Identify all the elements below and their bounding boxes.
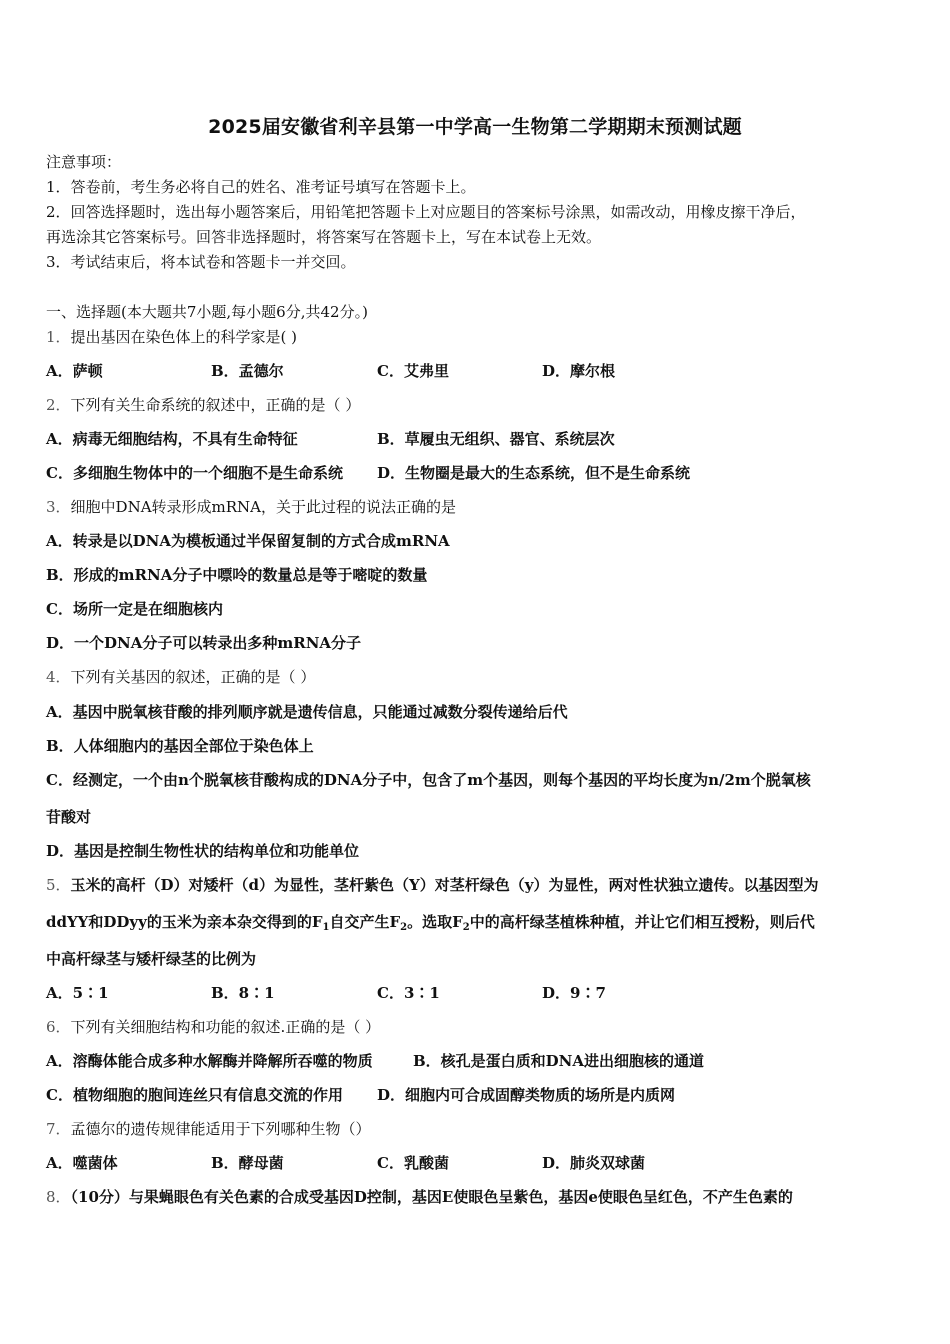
q2-option-b: B．草履虫无组织、器官、系统层次 bbox=[377, 430, 615, 448]
q2-option-a: A．病毒无细胞结构，不具有生命特征 bbox=[46, 430, 298, 448]
q3-option-d: D．一个DNA分子可以转录出多种mRNA分子 bbox=[46, 634, 362, 652]
question-stem: 下列有关生命系统的叙述中，正确的是（ ） bbox=[70, 396, 361, 414]
notice-item-3: 3．考试结束后，将本试卷和答题卡一并交回。 bbox=[46, 253, 356, 271]
q5-option-a: A．5∶1 bbox=[46, 984, 109, 1002]
q3-option-c: C．场所一定是在细胞核内 bbox=[46, 600, 223, 618]
q3-option-b: B．形成的mRNA分子中嘌呤的数量总是等于嘧啶的数量 bbox=[46, 566, 428, 584]
q4-option-d: D．基因是控制生物性状的结构单位和功能单位 bbox=[46, 842, 360, 860]
question-stem: 提出基因在染色体上的科学家是( ) bbox=[70, 328, 298, 346]
q4-option-a: A．基因中脱氧核苷酸的排列顺序就是遗传信息，只能通过减数分裂传递给后代 bbox=[46, 703, 568, 721]
q6-option-c: C．植物细胞的胞间连丝只有信息交流的作用 bbox=[46, 1086, 343, 1104]
question-number: 3． bbox=[46, 498, 71, 516]
q7-option-a: A．噬菌体 bbox=[46, 1154, 118, 1172]
notice-item-1: 1．答卷前，考生务必将自己的姓名、准考证号填写在答题卡上。 bbox=[46, 178, 476, 196]
question-4 bbox=[46, 667, 315, 687]
q4-option-c-line2: 苷酸对 bbox=[46, 808, 92, 826]
question-1 bbox=[46, 327, 297, 347]
page-title: 2025届安徽省利辛县第一中学高一生物第二学期期末预测试题 bbox=[208, 116, 742, 138]
question-5 bbox=[46, 875, 818, 895]
q5-option-c: C．3∶1 bbox=[377, 984, 440, 1002]
question-6 bbox=[46, 1017, 380, 1037]
question-number: 2． bbox=[46, 396, 71, 414]
question-stem-line1: 玉米的高杆（D）对矮杆（d）为显性，茎杆紫色（Y）对茎杆绿色（y）为显性，两对性状独立遗传。以基因型为 bbox=[70, 876, 819, 894]
q1-option-c: C．艾弗里 bbox=[377, 362, 449, 380]
question-stem: （10分）与果蝇眼色有关色素的合成受基因D控制，基因E使眼色呈紫色，基因e使眼色呈红色，不产生色素的 bbox=[70, 1188, 793, 1206]
q2-option-d: D．生物圈是最大的生态系统，但不是生命系统 bbox=[377, 464, 691, 482]
question-number: 6． bbox=[46, 1018, 71, 1036]
question-stem: 细胞中DNA转录形成mRNA，关于此过程的说法正确的是 bbox=[70, 498, 457, 516]
question-8 bbox=[46, 1187, 793, 1207]
notice-heading: 注意事项： bbox=[46, 153, 122, 171]
section-heading: 一、选择题(本大题共7小题,每小题6分,共42分。) bbox=[46, 303, 368, 321]
question-number: 4． bbox=[46, 668, 71, 686]
question-2 bbox=[46, 395, 360, 415]
notice-item-2a: 2．回答选择题时，选出每小题答案后，用铅笔把答题卡上对应题目的答案标号涂黑，如需改动，用橡皮擦干净后， bbox=[46, 203, 806, 221]
q2-option-c: C．多细胞生物体中的一个细胞不是生命系统 bbox=[46, 464, 343, 482]
question-7 bbox=[46, 1119, 371, 1139]
q4-option-b: B．人体细胞内的基因全部位于染色体上 bbox=[46, 737, 314, 755]
question-number: 7． bbox=[46, 1120, 71, 1138]
question-stem: 下列有关细胞结构和功能的叙述.正确的是（ ） bbox=[70, 1018, 381, 1036]
question-stem: 下列有关基因的叙述，正确的是（ ） bbox=[70, 668, 316, 686]
q3-option-a: A．转录是以DNA为模板通过半保留复制的方式合成mRNA bbox=[46, 532, 450, 550]
q1-option-b: B．孟德尔 bbox=[211, 362, 284, 380]
q5-option-d: D．9∶7 bbox=[542, 984, 606, 1002]
question-number: 5． bbox=[46, 876, 71, 894]
question-5-line3: 中高杆绿茎与矮杆绿茎的比例为 bbox=[46, 950, 257, 968]
notice-item-2b: 再选涂其它答案标号。回答非选择题时，将答案写在答题卡上，写在本试卷上无效。 bbox=[46, 228, 602, 246]
q7-option-c: C．乳酸菌 bbox=[377, 1154, 449, 1172]
q7-option-b: B．酵母菌 bbox=[211, 1154, 284, 1172]
question-5-line2: ddYY和DDyy的玉米为亲本杂交得到的$F_1$自交产生$F_2$。选取$F_2$中的高杆绿茎植株种植，并让它们相互授粉，则后代 bbox=[46, 913, 815, 933]
q6-option-b: B．核孔是蛋白质和DNA进出细胞核的通道 bbox=[413, 1052, 705, 1070]
q1-option-a: A．萨顿 bbox=[46, 362, 103, 380]
q7-option-d: D．肺炎双球菌 bbox=[542, 1154, 646, 1172]
question-number: 8． bbox=[46, 1188, 71, 1206]
question-number: 1． bbox=[46, 328, 71, 346]
q4-option-c-line1: C．经测定，一个由n个脱氧核苷酸构成的DNA分子中，包含了m个基因，则每个基因的平均长度为n/2m个脱氧核 bbox=[46, 771, 811, 789]
q1-option-d: D．摩尔根 bbox=[542, 362, 616, 380]
question-stem: 孟德尔的遗传规律能适用于下列哪种生物（） bbox=[70, 1120, 371, 1138]
q6-option-d: D．细胞内可合成固醇类物质的场所是内质网 bbox=[377, 1086, 676, 1104]
question-3 bbox=[46, 497, 456, 517]
q5-option-b: B．8∶1 bbox=[211, 984, 275, 1002]
q6-option-a: A．溶酶体能合成多种水解酶并降解所吞噬的物质 bbox=[46, 1052, 373, 1070]
